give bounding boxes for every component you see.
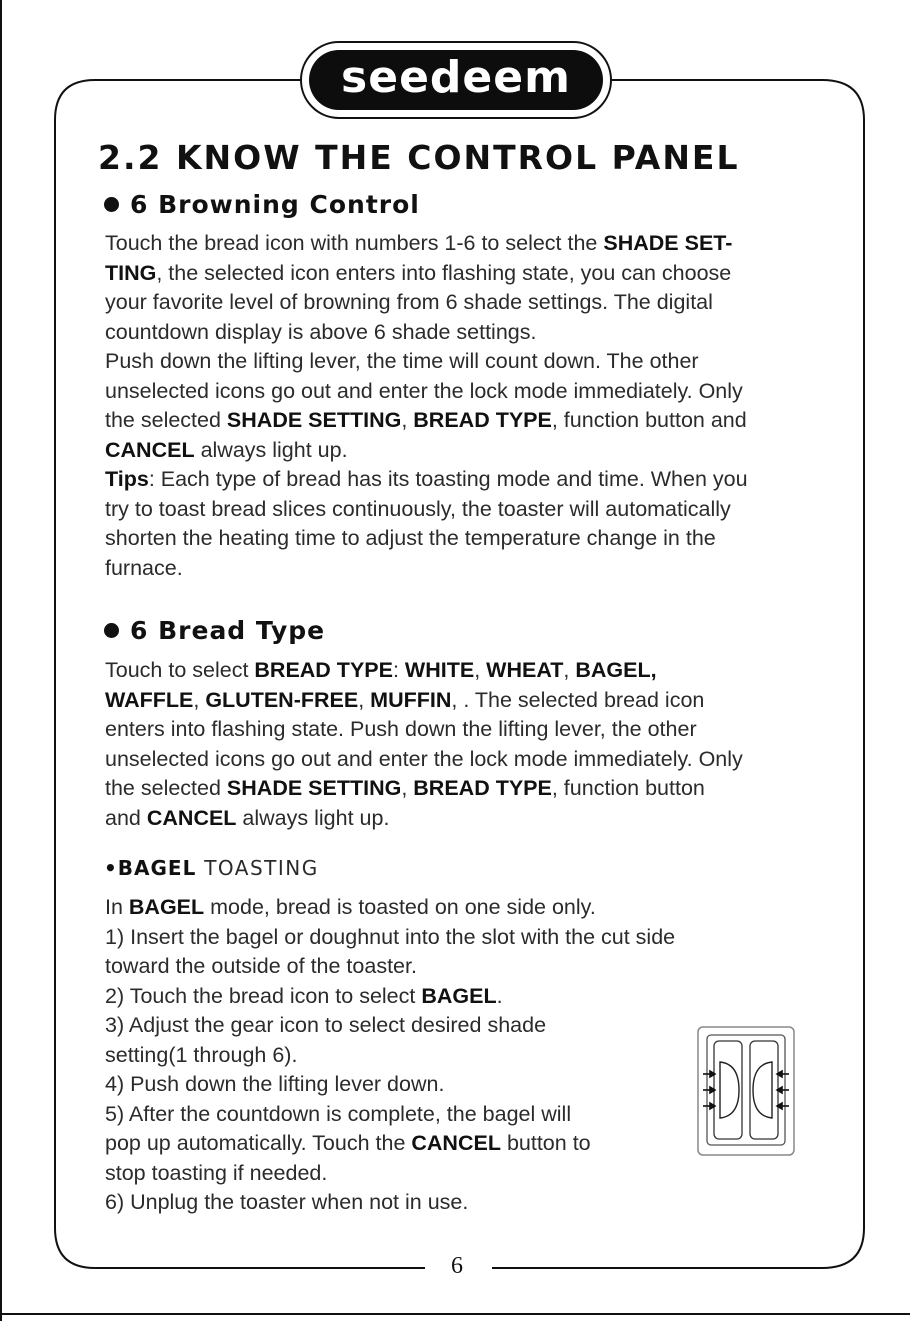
tips-line: Tips: Each type of bread has its toasting mode and time. When you (105, 467, 748, 491)
bread-type-paragraph (105, 656, 743, 833)
text-line: Touch to select BREAD TYPE: WHITE, WHEAT, BAGEL, (105, 658, 657, 682)
step-line: 4) Push down the lifting lever down. (105, 1072, 445, 1096)
text-line: furnace. (105, 555, 183, 580)
bullet-icon (104, 197, 119, 212)
section-title: 2.2 KNOW THE CONTROL PANEL (98, 138, 740, 177)
brand-logo-text: seedeem (341, 51, 571, 103)
bagel-paragraph (105, 893, 675, 1218)
text-line: unselected icons go out and enter the lock mode immediately. Only (105, 746, 743, 771)
text-line: Push down the lifting lever, the time will count down. The other (105, 349, 699, 373)
text-line: the selected SHADE SETTING, BREAD TYPE, function button and (105, 408, 747, 432)
bread-type-heading (104, 616, 325, 645)
step-line: pop up automatically. Touch the CANCEL button to (105, 1131, 591, 1155)
bullet-icon (104, 623, 119, 638)
text-line: Touch the bread icon with numbers 1-6 to select the SHADE SET- (105, 231, 733, 255)
text-line: try to toast bread slices continuously, the toaster will automatically (105, 496, 731, 521)
text-line: and CANCEL always light up. (105, 805, 390, 830)
text-line: unselected icons go out and enter the lock mode immediately. Only (105, 378, 743, 403)
page-number: 6 (451, 1253, 463, 1279)
step-line: toward the outside of the toaster. (105, 954, 417, 978)
bread-type-heading-text: 6 Bread Type (130, 616, 326, 645)
step-line: stop toasting if needed. (105, 1160, 328, 1185)
browning-paragraph (105, 229, 748, 583)
step-line: 3) Adjust the gear icon to select desired shade (105, 1013, 547, 1037)
text-line: CANCEL always light up. (105, 437, 348, 462)
step-line: setting(1 through 6). (105, 1042, 298, 1067)
text-line: WAFFLE, GLUTEN-FREE, MUFFIN, . The selected bread icon (105, 687, 705, 712)
bagel-toasting-heading: •BAGEL TOASTING (104, 856, 319, 880)
text-line: enters into flashing state. Push down the lifting lever, the other (105, 717, 697, 741)
text-line: TING, the selected icon enters into flashing state, you can choose (105, 260, 732, 285)
step-line: 5) After the countdown is complete, the bagel will (105, 1101, 572, 1126)
step-line: 1) Insert the bagel or doughnut into the slot with the cut side (105, 924, 676, 949)
toaster-slot-diagram-icon (697, 1026, 795, 1156)
brand-logo (307, 46, 605, 114)
text-line: your favorite level of browning from 6 shade settings. The digital (105, 290, 713, 314)
text-line: the selected SHADE SETTING, BREAD TYPE, function button (105, 776, 705, 800)
text-line: shorten the heating time to adjust the temperature change in the (105, 526, 716, 550)
browning-heading (104, 190, 420, 219)
step-line: 2) Touch the bread icon to select BAGEL. (105, 983, 503, 1008)
browning-heading-text: 6 Browning Control (130, 190, 420, 219)
text-line: In BAGEL mode, bread is toasted on one side only. (105, 895, 596, 919)
text-line: countdown display is above 6 shade settings. (105, 319, 537, 344)
step-line: 6) Unplug the toaster when not in use. (105, 1190, 469, 1214)
